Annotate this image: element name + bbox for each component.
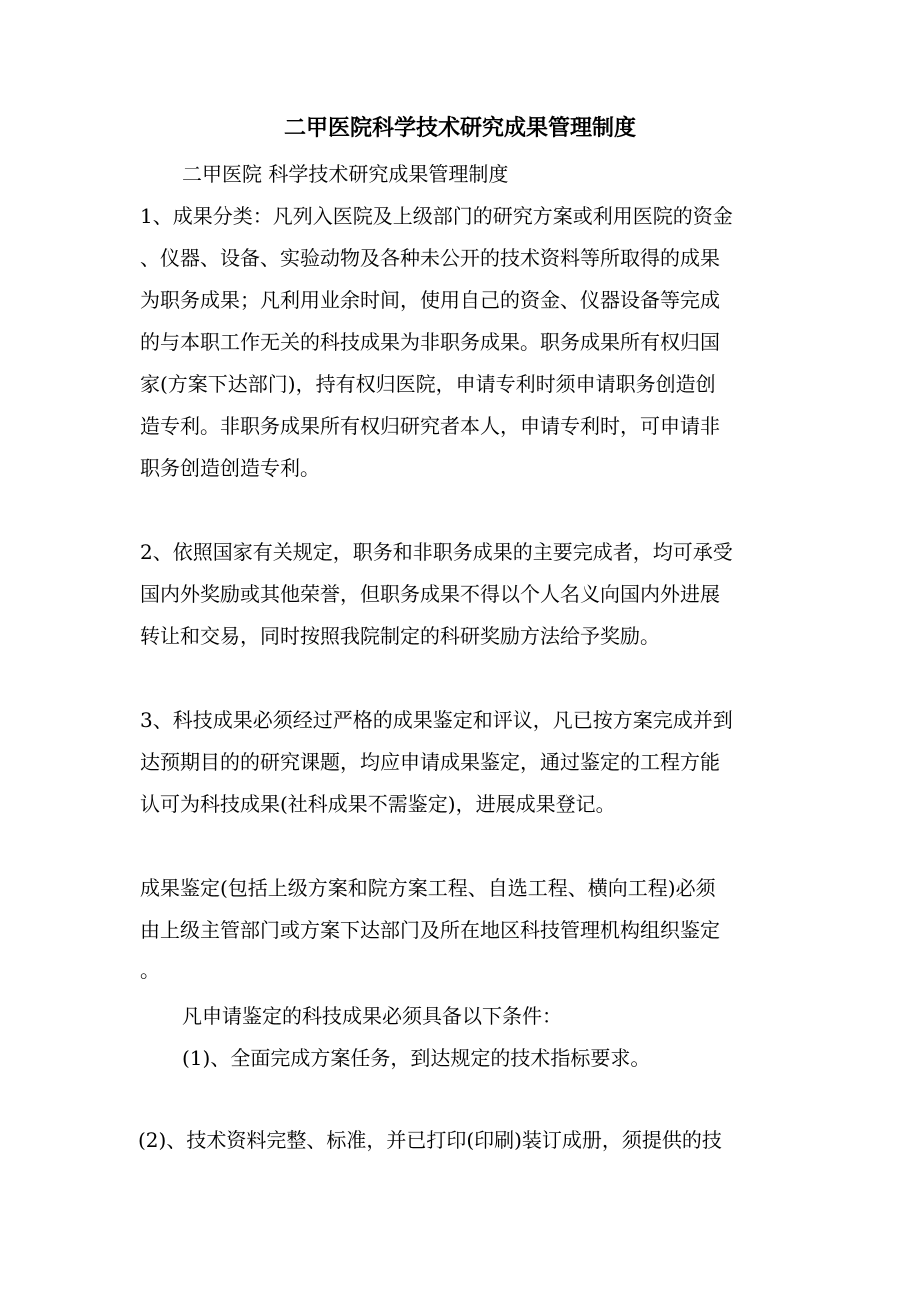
paragraph-line: 的与本职工作无关的科技成果为非职务成果。职务成果所有权归国	[140, 330, 720, 354]
document-title: 二甲医院科学技术研究成果管理制度	[283, 115, 636, 141]
paragraph-line: 成果鉴定(包括上级方案和院方案工程、自选工程、横向工程)必须	[140, 876, 716, 900]
paragraph-line: 为职务成果；凡利用业余时间，使用自己的资金、仪器设备等完成	[140, 288, 720, 312]
conditions-intro: 凡申请鉴定的科技成果必须具备以下条件：	[182, 1004, 562, 1028]
paragraph-line: 职务创造创造专利。	[140, 456, 320, 480]
document-subtitle: 二甲医院 科学技术研究成果管理制度	[182, 162, 509, 186]
paragraph-line: 、仪器、设备、实验动物及各种未公开的技术资料等所取得的成果	[140, 246, 720, 270]
condition-2: (2)、技术资料完整、标准，并已打印(印刷)装订成册，须提供的技	[138, 1128, 722, 1152]
condition-1: (1)、全面完成方案任务，到达规定的技术指标要求。	[182, 1046, 651, 1070]
paragraph-line: 。	[140, 958, 160, 982]
paragraph-line: 国内外奖励或其他荣誉，但职务成果不得以个人名义向国内外进展	[140, 582, 720, 606]
paragraph-line: 由上级主管部门或方案下达部门及所在地区科技管理机构组织鉴定	[140, 918, 720, 942]
paragraph-line: 造专利。非职务成果所有权归研究者本人，申请专利时，可申请非	[140, 414, 720, 438]
paragraph-line: 2、依照国家有关规定，职务和非职务成果的主要完成者，均可承受	[140, 540, 733, 564]
paragraph-line: 3、科技成果必须经过严格的成果鉴定和评议，凡已按方案完成并到	[140, 708, 733, 732]
paragraph-line: 认可为科技成果(社科成果不需鉴定)，进展成果登记。	[140, 792, 616, 816]
paragraph-line: 达预期目的的研究课题，均应申请成果鉴定，通过鉴定的工程方能	[140, 750, 720, 774]
paragraph-line: 转让和交易，同时按照我院制定的科研奖励方法给予奖励。	[140, 624, 660, 648]
paragraph-line: 1、成果分类：凡列入医院及上级部门的研究方案或利用医院的资金	[140, 204, 733, 228]
paragraph-line: 家(方案下达部门)，持有权归医院，申请专利时须申请职务创造创	[140, 372, 716, 396]
